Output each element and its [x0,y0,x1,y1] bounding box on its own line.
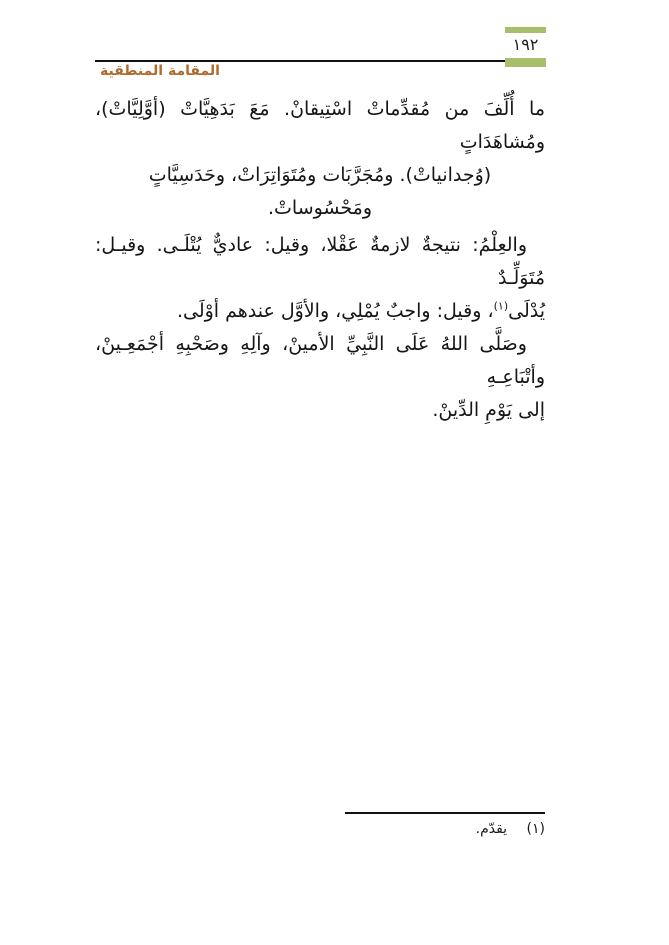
body-text-block [95,93,545,427]
green-bar-top [505,27,546,33]
header-rule [95,60,505,62]
running-header-title: المقامة المنطقية [100,63,220,79]
footnote [476,821,545,837]
footnote-text: يقدّم. [475,821,508,837]
footnote-reference-marker: (١) [493,299,509,313]
body-line-4-continuation: ، وقيل: واجبٌ يُمْلِي، والأوَّل عندهم أوْلَى. [176,300,494,322]
body-line-3: والعِلْمُ: نتيجةٌ لازمةٌ عَقْلا، وقيل: عاديٌّ يُتْلَـى. وقيـل: مُتَوَلِّـدٌ [95,234,545,289]
body-line-6: إلى يَوْمِ الدِّينْ. [432,399,545,421]
page-number: ١٩٢ [512,35,539,54]
body-line-2: (وُجدانياتْ). ومُجَرَّبَات ومُتَوَاتِرَاتْ، وحَدَسِيَّاتٍ ومَحْسُوساتْ. [148,164,492,219]
body-line-1: ما أُلِّفَ من مُقدِّماتْ اسْتِيقانْ. مَعَ بَدَهِيَّاتْ (أوَّلِيَّاتْ)، ومُشاهَدَاتٍ [95,98,545,153]
page-number-block [505,27,546,33]
body-line-5: وصَلَّى اللهُ عَلَى النَّبِيِّ الأمينْ، وآلِهِ وصَحْبِهِ أجْمَعِـينْ، وأتْبَاعِـهِ [95,333,545,388]
green-bar-bottom [505,58,546,67]
footnote-separator-rule [345,812,545,814]
footnote-marker: (١) [526,821,545,837]
body-line-4-text: يُدْلَى [508,300,545,322]
body-line-4 [95,295,545,328]
